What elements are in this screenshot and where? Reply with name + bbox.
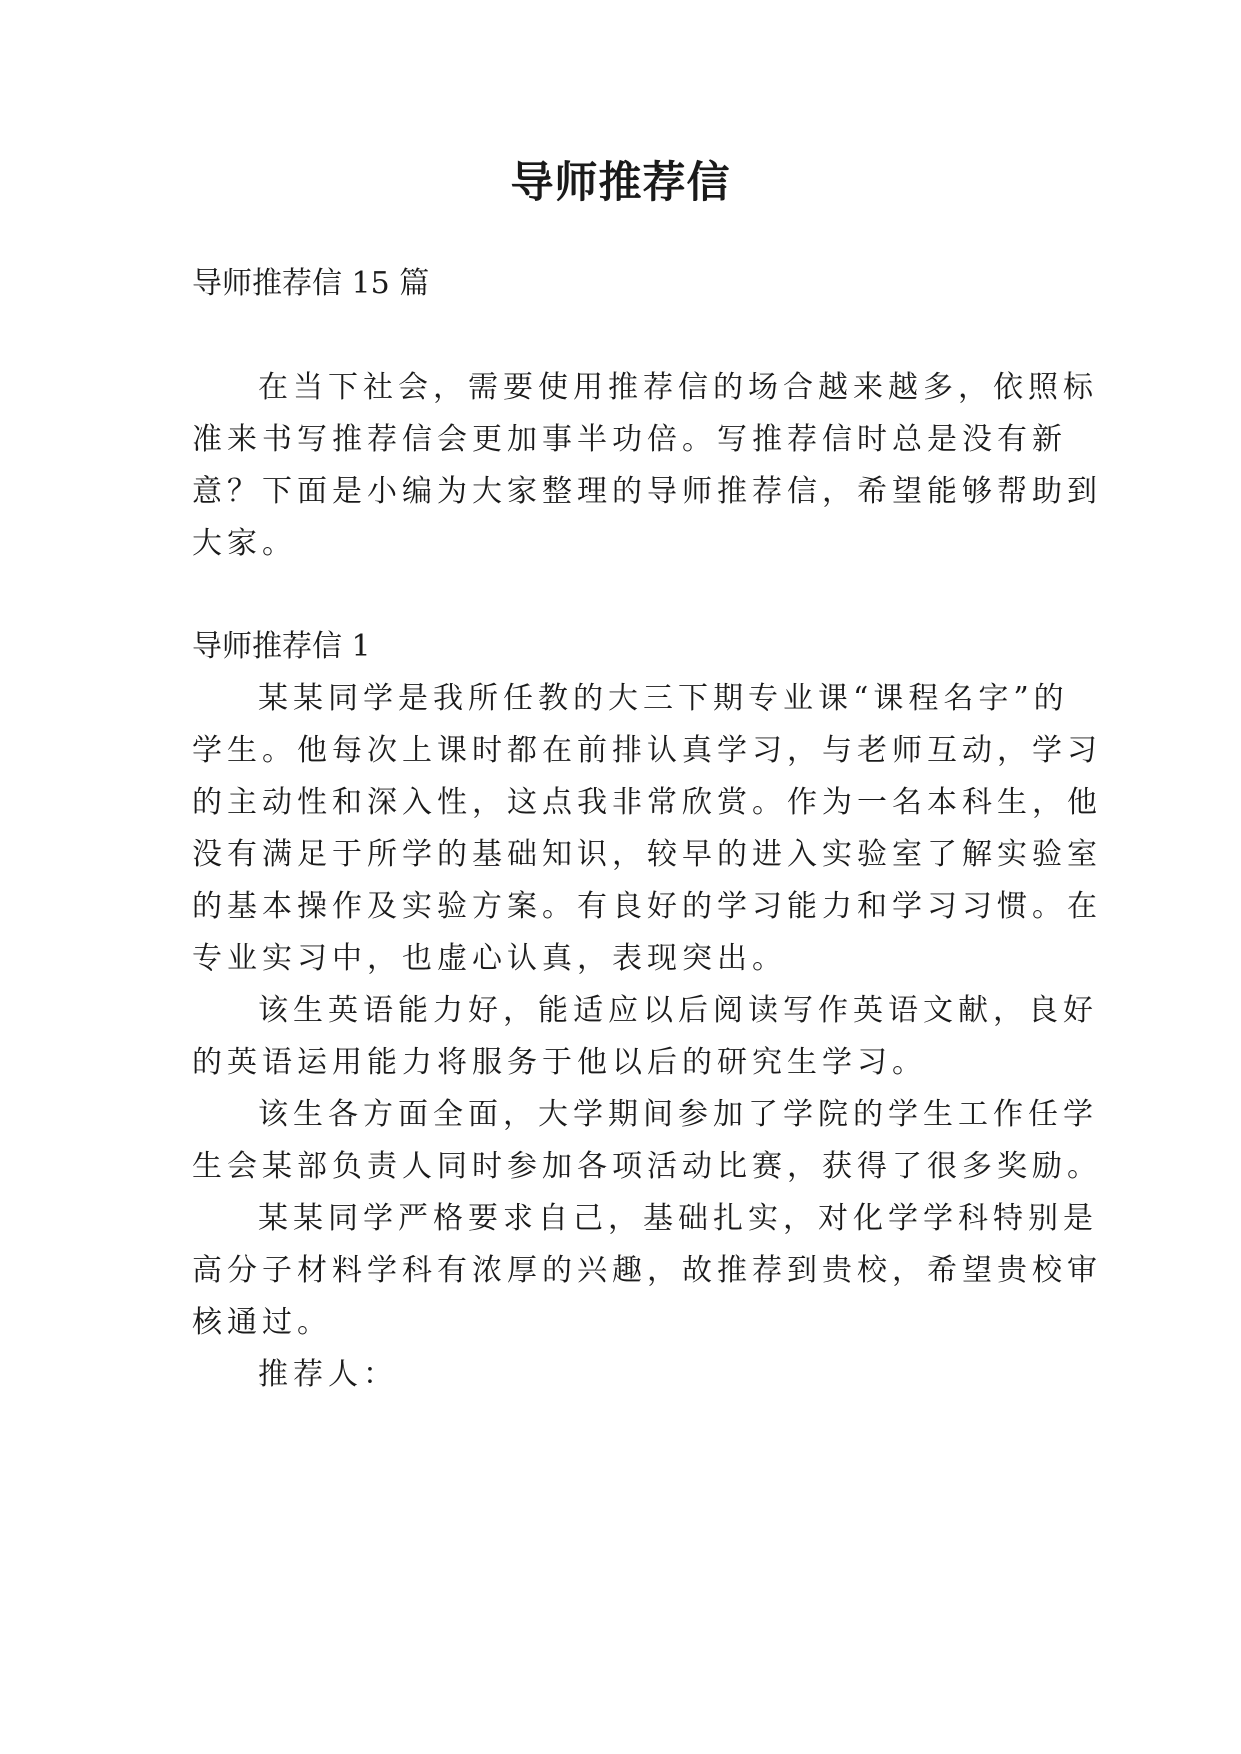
intro-line: 准来书写推荐信会更加事半功倍。写推荐信时总是没有新: [192, 422, 1067, 457]
letter-line: 学生。他每次上课时都在前排认真学习，与老师互动，学习: [192, 733, 1102, 768]
letter-line: 该生英语能力好，能适应以后阅读写作英语文献，良好: [258, 993, 1098, 1028]
intro-line: 大家。: [192, 526, 297, 561]
letter-line: 的英语运用能力将服务于他以后的研究生学习。: [192, 1045, 927, 1080]
letter-line: 没有满足于所学的基础知识，较早的进入实验室了解实验室: [192, 837, 1102, 872]
letter-line: 高分子材料学科有浓厚的兴趣，故推荐到贵校，希望贵校审: [192, 1253, 1102, 1288]
letter-line: 的基本操作及实验方案。有良好的学习能力和学习习惯。在: [192, 889, 1102, 924]
letter-line: 专业实习中，也虚心认真，表现突出。: [192, 941, 787, 976]
intro-line: 在当下社会，需要使用推荐信的场合越来越多，依照标: [258, 370, 1098, 405]
recommender-label: 推荐人：: [258, 1357, 398, 1392]
letter-line: 的主动性和深入性，这点我非常欣赏。作为一名本科生，他: [192, 785, 1102, 820]
letter-heading: 导师推荐信 1: [192, 629, 371, 664]
letter-line: 某某同学严格要求自己，基础扎实，对化学学科特别是: [258, 1201, 1098, 1236]
document-title: 导师推荐信: [510, 158, 731, 208]
letter-line: 该生各方面全面，大学期间参加了学院的学生工作任学: [258, 1097, 1098, 1132]
letter-line: 核通过。: [192, 1305, 332, 1340]
intro-line: 意？下面是小编为大家整理的导师推荐信，希望能够帮助到: [192, 474, 1102, 509]
letter-line: 生会某部负责人同时参加各项活动比赛，获得了很多奖励。: [192, 1149, 1102, 1184]
letter-line: 某某同学是我所任教的大三下期专业课“课程名字”的: [258, 681, 1069, 716]
collection-heading: 导师推荐信 15 篇: [192, 266, 430, 301]
